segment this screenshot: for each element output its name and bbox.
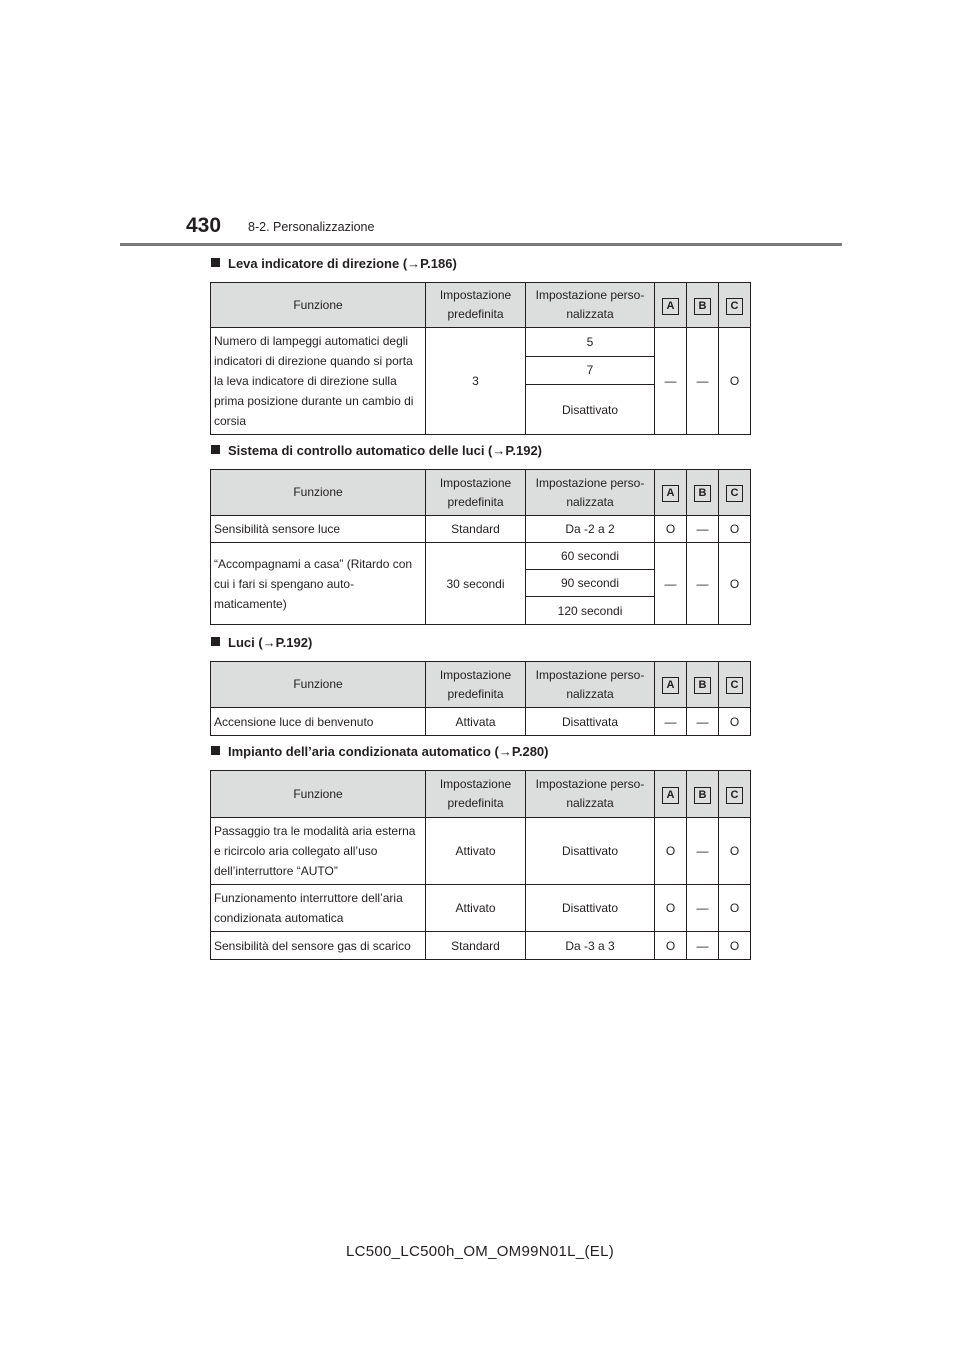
cell-custom: 5 xyxy=(526,328,655,357)
header-default: Impostazione predefinita xyxy=(426,470,526,516)
settings-table xyxy=(210,469,751,625)
cell-custom: 60 secondi xyxy=(526,543,655,570)
cell-c: O xyxy=(719,328,751,435)
header-b: B xyxy=(687,470,719,516)
cell-function: Passaggio tra le modalità aria esterna e ricircolo aria collegato all’uso dell’interruttore “AUTO” xyxy=(211,818,426,885)
header-custom: Impostazione perso-nalizzata xyxy=(526,470,655,516)
cell-c: O xyxy=(719,932,751,960)
header-b: B xyxy=(687,662,719,708)
cell-b: — xyxy=(687,708,719,736)
page-number: 430 xyxy=(186,214,222,237)
cell-function: Sensibilità del sensore gas di scarico xyxy=(211,932,426,960)
settings-table xyxy=(210,282,751,435)
square-bullet-icon xyxy=(211,637,220,646)
cell-default: Attivata xyxy=(426,708,526,736)
section-heading: Luci (→P.192) xyxy=(211,635,312,650)
section-heading: Sistema di controllo automatico delle luci (→P.192) xyxy=(211,443,542,458)
header-custom: Impostazione perso-nalizzata xyxy=(526,283,655,328)
table-row xyxy=(211,328,751,357)
cell-custom: 120 secondi xyxy=(526,597,655,625)
cell-function: “Accompagnami a casa” (Ritardo con cui i fari si spengano auto-maticamente) xyxy=(211,543,426,625)
footer-document-code: LC500_LC500h_OM_OM99N01L_(EL) xyxy=(345,1243,615,1260)
cell-c: O xyxy=(719,708,751,736)
cell-custom: 90 secondi xyxy=(526,570,655,597)
table-row xyxy=(211,543,751,570)
cell-default: 3 xyxy=(426,328,526,435)
cell-function: Numero di lampeggi automatici degli indicatori di direzione quando si porta la leva indicatore di direzione sulla prima posizione durante un cambio di corsia xyxy=(211,328,426,435)
cell-a: O xyxy=(655,885,687,932)
header-c: C xyxy=(719,771,751,818)
header-a: A xyxy=(655,771,687,818)
cell-a: — xyxy=(655,543,687,625)
cell-function: Accensione luce di benvenuto xyxy=(211,708,426,736)
square-bullet-icon xyxy=(211,445,220,454)
header-default: Impostazione predefinita xyxy=(426,771,526,818)
cell-b: — xyxy=(687,885,719,932)
table-row xyxy=(211,818,751,885)
cell-c: O xyxy=(719,543,751,625)
header-function: Funzione xyxy=(211,470,426,516)
cell-default: Standard xyxy=(426,516,526,543)
chapter-title: 8-2. Personalizzazione xyxy=(248,220,375,234)
cell-c: O xyxy=(719,818,751,885)
cell-custom: Disattivato xyxy=(526,385,655,435)
square-bullet-icon xyxy=(211,258,220,267)
cell-b: — xyxy=(687,328,719,435)
cell-a: — xyxy=(655,328,687,435)
cell-a: O xyxy=(655,932,687,960)
table-header-row xyxy=(211,771,751,818)
table-row xyxy=(211,708,751,736)
settings-table xyxy=(210,770,751,960)
header-a: A xyxy=(655,470,687,516)
cell-c: O xyxy=(719,516,751,543)
header-function: Funzione xyxy=(211,283,426,328)
header-b: B xyxy=(687,771,719,818)
header-b: B xyxy=(687,283,719,328)
cell-b: — xyxy=(687,932,719,960)
header-default: Impostazione predefinita xyxy=(426,662,526,708)
cell-custom: Da -3 a 3 xyxy=(526,932,655,960)
table-header-row xyxy=(211,283,751,328)
header-c: C xyxy=(719,283,751,328)
cell-function: Funzionamento interruttore dell’aria condizionata automatica xyxy=(211,885,426,932)
header-custom: Impostazione perso-nalizzata xyxy=(526,662,655,708)
header-custom: Impostazione perso-nalizzata xyxy=(526,771,655,818)
cell-b: — xyxy=(687,516,719,543)
cell-function: Sensibilità sensore luce xyxy=(211,516,426,543)
cell-default: 30 secondi xyxy=(426,543,526,625)
header-function: Funzione xyxy=(211,771,426,818)
header-function: Funzione xyxy=(211,662,426,708)
cell-default: Attivato xyxy=(426,818,526,885)
cell-b: — xyxy=(687,543,719,625)
section-heading: Impianto dell’aria condizionata automatico (→P.280) xyxy=(211,744,549,759)
table-row xyxy=(211,516,751,543)
table-row xyxy=(211,885,751,932)
cell-custom: 7 xyxy=(526,356,655,385)
cell-a: O xyxy=(655,818,687,885)
table-header-row xyxy=(211,662,751,708)
cell-custom: Disattivato xyxy=(526,818,655,885)
square-bullet-icon xyxy=(211,746,220,755)
table-header-row xyxy=(211,470,751,516)
header-a: A xyxy=(655,283,687,328)
settings-table xyxy=(210,661,751,736)
table-row xyxy=(211,932,751,960)
header-rule xyxy=(120,243,842,246)
cell-b: — xyxy=(687,818,719,885)
cell-a: — xyxy=(655,708,687,736)
header-c: C xyxy=(719,662,751,708)
cell-default: Standard xyxy=(426,932,526,960)
cell-c: O xyxy=(719,885,751,932)
cell-custom: Da -2 a 2 xyxy=(526,516,655,543)
cell-a: O xyxy=(655,516,687,543)
section-heading: Leva indicatore di direzione (→P.186) xyxy=(211,256,457,271)
cell-custom: Disattivata xyxy=(526,708,655,736)
cell-default: Attivato xyxy=(426,885,526,932)
header-c: C xyxy=(719,470,751,516)
header-a: A xyxy=(655,662,687,708)
cell-custom: Disattivato xyxy=(526,885,655,932)
header-default: Impostazione predefinita xyxy=(426,283,526,328)
